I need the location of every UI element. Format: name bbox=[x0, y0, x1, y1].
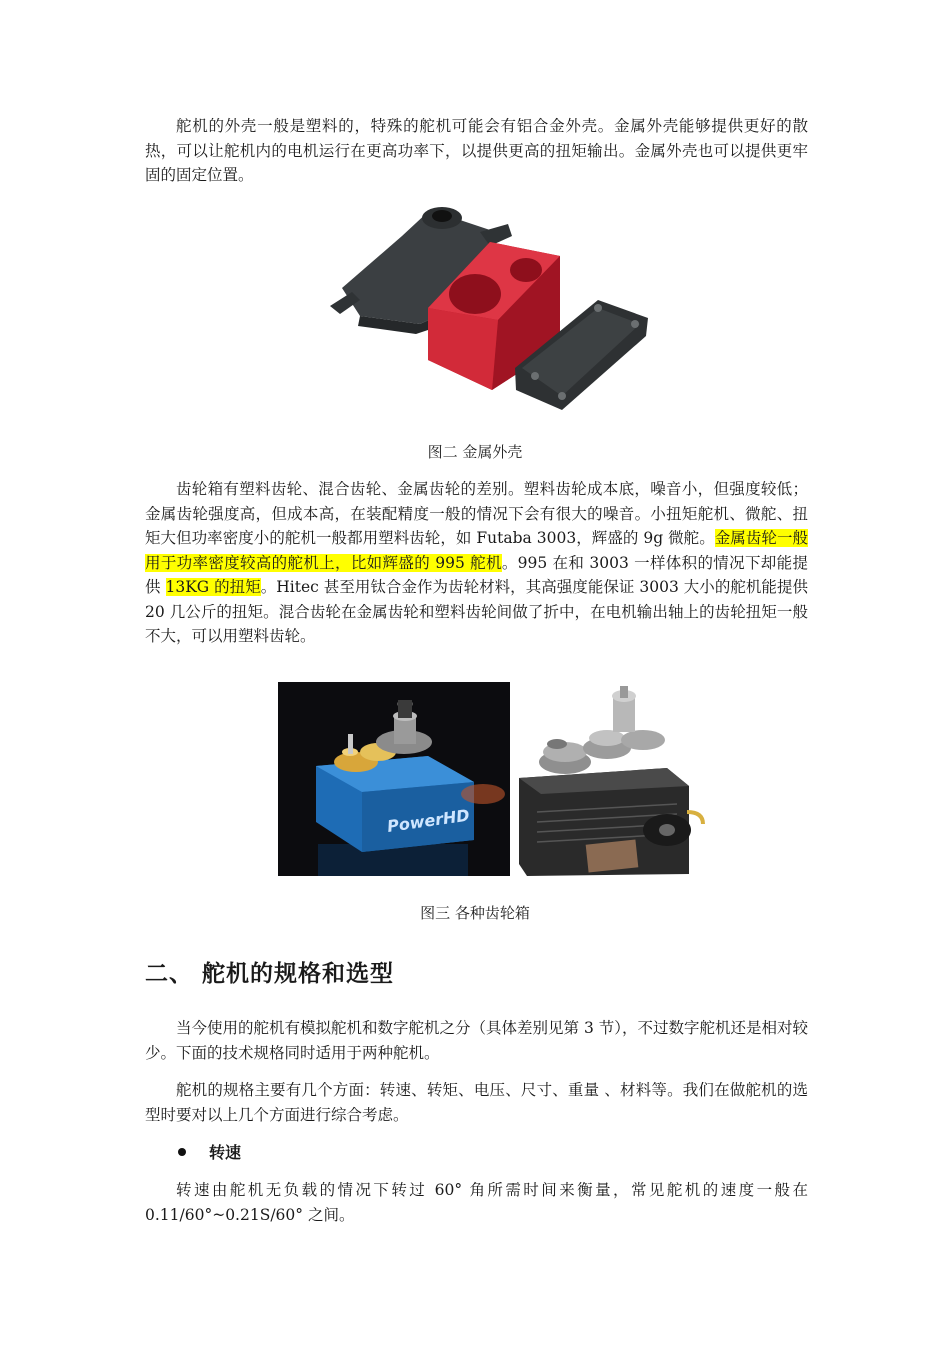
figure-powerhd-gearbox-image bbox=[278, 682, 510, 876]
gearbox-text-1: 齿轮箱有塑料齿轮、混合齿轮、金属齿轮的差别。塑料齿轮成本底，噪音小，但强度较低；金属齿轮强度高，但成本高，在装配精度一般的情况下会有很大的噪音。小扭矩舵机、微舵、扭矩大但功率密度小的舵机一般都用塑料齿轮，如 Futaba 3003，辉盛的 9g 微舵。 bbox=[145, 480, 808, 547]
bullet-speed bbox=[178, 1140, 241, 1163]
figure-metal-case-image bbox=[330, 196, 650, 424]
section-heading-specs: 二、 舵机的规格和选型 bbox=[145, 961, 395, 987]
highlight-13kg-torque: 13KG 的扭矩 bbox=[165, 578, 261, 596]
powerhd-logo: PowerHD bbox=[385, 805, 471, 836]
paragraph-speed: 转速由舵机无负载的情况下转过 60° 角所需时间来衡量，常见舵机的速度一般在 0.11/60°~0.21S/60° 之间。 bbox=[145, 1181, 808, 1224]
bullet-dot-icon bbox=[178, 1148, 186, 1156]
highlight-metal-gear: 金属齿轮一般用于功率密度较高的舵机上，比如辉盛的 995 舵机 bbox=[145, 529, 808, 572]
figure-metal-gearbox-image bbox=[517, 682, 705, 876]
paragraph-gearbox bbox=[145, 477, 808, 649]
paragraph-analog-digital: 当今使用的舵机有模拟舵机和数字舵机之分（具体差别见第 3 节），不过数字舵机还是相对较少。下面的技术规格同时适用于两种舵机。 bbox=[145, 1019, 808, 1062]
figure3-caption: 图三 各种齿轮箱 bbox=[420, 904, 530, 922]
bullet-speed-label: 转速 bbox=[209, 1143, 242, 1162]
gearbox-text-3: 。Hitec 甚至用钛合金作为齿轮材料，其高强度能保证 3003 大小的舵机能提供 20 几公斤的扭矩。混合齿轮在金属齿轮和塑料齿轮间做了折中，在电机输出轴上的齿轮扭矩一般不大，可以用塑料齿轮。 bbox=[145, 578, 808, 645]
gearbox-text-2: 。995 在和 3003 一样体积的情况下却能提供 bbox=[145, 553, 808, 596]
paragraph-metal-case: 舵机的外壳一般是塑料的，特殊的舵机可能会有铝合金外壳。金属外壳能够提供更好的散热，可以让舵机内的电机运行在更高功率下，以提供更高的扭矩输出。金属外壳也可以提供更牢固的固定位置。 bbox=[145, 117, 808, 184]
paragraph-spec-aspects: 舵机的规格主要有几个方面：转速、转矩、电压、尺寸、重量 、材料等。我们在做舵机的选型时要对以上几个方面进行综合考虑。 bbox=[145, 1081, 808, 1124]
figure2-caption: 图二 金属外壳 bbox=[427, 443, 523, 461]
